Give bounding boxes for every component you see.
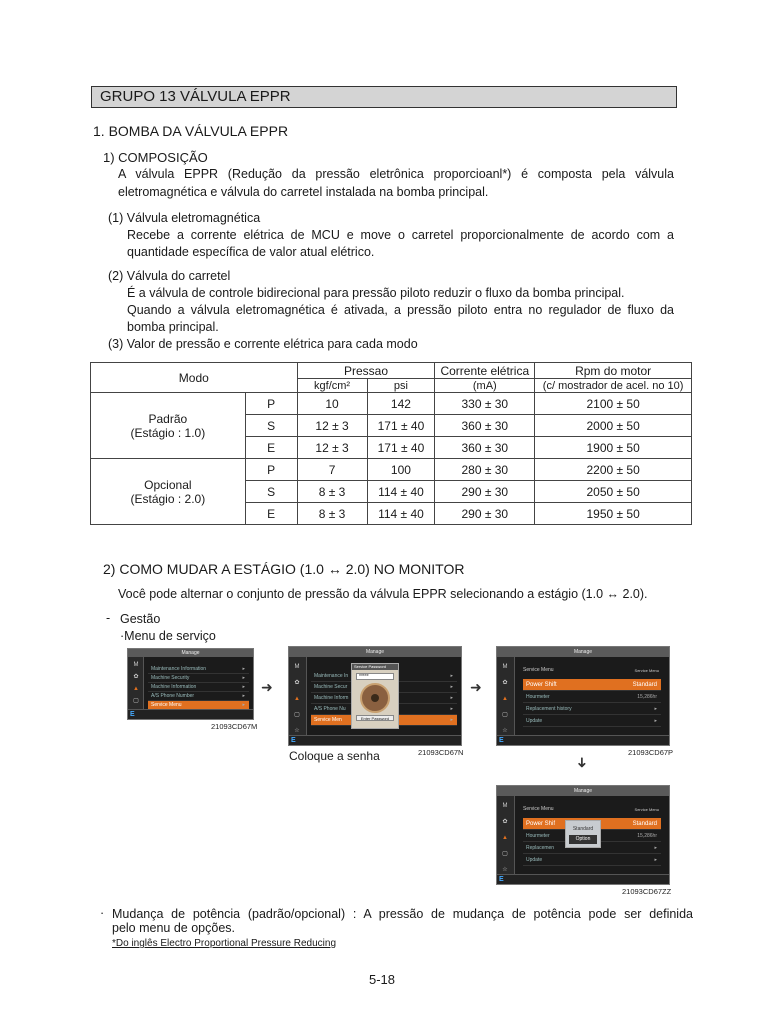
- keypad-dial-icon[interactable]: [360, 683, 390, 713]
- screen-2: [288, 646, 462, 746]
- menu-item-selected[interactable]: Service Men ▸: [311, 715, 457, 726]
- screen-sidebar: [289, 657, 307, 745]
- password-caption: Coloque a senha: [289, 749, 380, 763]
- star-icon: ☆: [502, 728, 508, 734]
- item1-heading: (1) Válvula eletromagnética: [108, 211, 261, 225]
- screen-title: Manage: [289, 647, 461, 657]
- e-mode-label: E: [130, 711, 135, 718]
- col-current-unit: (mA): [435, 379, 535, 393]
- menu-item-power-shift[interactable]: Power Shift Standard: [523, 679, 661, 691]
- menu-item-selected[interactable]: Service Menu ▸: [148, 701, 249, 710]
- password-field[interactable]: *****: [356, 673, 394, 680]
- bullet-menu-servico: ·Menu de serviço: [120, 629, 216, 643]
- screen-3: [496, 646, 670, 746]
- service-menu-tag: Service Menu: [634, 668, 659, 673]
- wrench-icon: ▲: [133, 686, 139, 692]
- menu-item[interactable]: Maintenance Information ▸: [148, 665, 249, 674]
- item2-line2: Quando a válvula eletromagnética é ativada, a pressão piloto entra no regulador de fluxo da: [127, 303, 674, 317]
- e-mode-label: E: [499, 737, 504, 744]
- col-rpm-sub: (c/ mostrador de acel. no 10): [535, 379, 692, 393]
- screen-title: Manage: [497, 786, 669, 796]
- arrow-down-icon: ➜: [574, 756, 591, 769]
- m-icon: M: [502, 803, 508, 809]
- screen-bottombar: [497, 874, 669, 884]
- menu-item[interactable]: Hourmeter 15,286hr: [523, 830, 661, 842]
- menu-item[interactable]: Hourmeter 15,286hr: [523, 691, 661, 703]
- item2-heading: (2) Válvula do carretel: [108, 269, 231, 283]
- col-current: Corrente elétrica: [435, 363, 535, 379]
- service-menu-header: Service Menu: [523, 667, 554, 673]
- composition-line1: A válvula EPPR (Redução da pressão eletrônica proporcioanl*) é composta pela válvula: [118, 167, 674, 181]
- screen-sidebar: [497, 796, 515, 884]
- screen-title: Manage: [128, 649, 253, 657]
- wrench-icon: ▲: [502, 835, 508, 841]
- section-title: 1. BOMBA DA VÁLVULA EPPR: [93, 123, 289, 139]
- fig-caption-3: 21093CD67P: [628, 748, 674, 757]
- table-row: S 12 ± 3 171 ± 40 360 ± 30 2000 ± 50: [91, 415, 692, 437]
- fig-caption-1: 21093CD67M: [211, 722, 258, 731]
- gear-icon: ✿: [133, 674, 139, 680]
- m-icon: M: [502, 664, 508, 670]
- service-menu-header: Service Menu: [523, 806, 554, 812]
- table-row: E 12 ± 3 171 ± 40 360 ± 30 1900 ± 50: [91, 437, 692, 459]
- screen-1: [127, 648, 254, 720]
- menu-item[interactable]: Maintenance In ▸: [311, 671, 457, 682]
- screen-bottombar: [497, 735, 669, 745]
- gear-icon: ✿: [294, 680, 300, 686]
- page-number: 5-18: [369, 972, 396, 987]
- menu-item-power-shift[interactable]: Power Shif Standard: [523, 818, 661, 830]
- note-line1: Mudança de potência (padrão/opcional) : A pressão de mudança de potência pode ser definida: [112, 907, 693, 921]
- screen-4: [496, 785, 670, 885]
- arrow-right-icon: ➜: [261, 679, 273, 695]
- group-title: GRUPO 13 VÁLVULA EPPR: [100, 88, 291, 105]
- col-pressure: Pressao: [297, 363, 435, 379]
- composition-line2: eletromagnética e válvula do carretel instalada na bomba principal.: [118, 185, 489, 199]
- m-icon: M: [294, 664, 300, 670]
- table-row: E 8 ± 3 114 ± 40 290 ± 30 1950 ± 50: [91, 503, 692, 525]
- menu-item[interactable]: Replacemen ▸: [523, 842, 661, 854]
- screen-bottombar: [289, 735, 461, 745]
- bullet-gestao: Gestão: [120, 612, 161, 626]
- star-icon: ☆: [294, 728, 300, 734]
- popup-title: Service Password: [352, 664, 398, 670]
- pressure-table: [90, 362, 692, 525]
- enter-password-button[interactable]: Enter Password: [356, 715, 394, 721]
- gear-icon: ✿: [502, 680, 508, 686]
- display-icon: ▢: [502, 712, 508, 718]
- fig-caption-4: 21093CD67ZZ: [622, 887, 672, 896]
- gear-icon: ✿: [502, 819, 508, 825]
- menu-item[interactable]: Replacement history ▸: [523, 703, 661, 715]
- table-row: S 8 ± 3 114 ± 40 290 ± 30 2050 ± 50: [91, 481, 692, 503]
- screen-bottombar: [128, 709, 253, 719]
- menu-item[interactable]: Machine Security ▸: [148, 674, 249, 683]
- change-stage-heading: 2) COMO MUDAR A ESTÁGIO (1.0 ↔ 2.0) NO MONITOR: [103, 561, 465, 577]
- display-icon: ▢: [133, 698, 139, 704]
- service-menu-tag: Service Menu: [634, 807, 659, 812]
- col-mode: Modo: [91, 363, 298, 393]
- composition-heading: 1) COMPOSIÇÃO: [103, 150, 208, 165]
- fig-caption-2: 21093CD67N: [418, 748, 464, 757]
- bullet-dot: ·: [100, 906, 105, 920]
- menu-item[interactable]: Machine Inform ▸: [311, 693, 457, 704]
- bullet-dash: -: [106, 611, 111, 625]
- group-cell: Opcional (Estágio : 2.0): [91, 459, 246, 525]
- col-psi: psi: [367, 379, 435, 393]
- menu-item[interactable]: A/S Phone Number ▸: [148, 692, 249, 701]
- display-icon: ▢: [294, 712, 300, 718]
- col-kgf: kgf/cm²: [297, 379, 367, 393]
- group-cell: Padrão (Estágio : 1.0): [91, 393, 246, 459]
- option-option[interactable]: Option: [569, 835, 597, 844]
- menu-item[interactable]: Update ▸: [523, 854, 661, 866]
- note-line2: pelo menu de opções.: [112, 921, 236, 935]
- screen-sidebar: [497, 657, 515, 745]
- wrench-icon: ▲: [294, 696, 300, 702]
- menu-item[interactable]: A/S Phone Nu ▸: [311, 704, 457, 715]
- m-icon: M: [133, 662, 139, 668]
- option-popup: [565, 820, 601, 848]
- wrench-icon: ▲: [502, 696, 508, 702]
- item1-line1: Recebe a corrente elétrica de MCU e move o carretel proporcionalmente de acordo com a: [127, 228, 674, 242]
- item2-line1: É a válvula de controle bidirecional para pressão piloto reduzir o fluxo da bomba principal.: [127, 286, 625, 300]
- item2-line3: bomba principal.: [127, 320, 219, 334]
- display-icon: ▢: [502, 851, 508, 857]
- menu-item[interactable]: Machine Information ▸: [148, 683, 249, 692]
- footnote: *Do inglês Electro Proportional Pressure Reducing: [112, 938, 337, 949]
- screen-title: Manage: [497, 647, 669, 657]
- col-rpm: Rpm do motor: [535, 363, 692, 379]
- group-header: [91, 86, 677, 108]
- table-row: Opcional (Estágio : 2.0) P 7 100 280 ± 30 2200 ± 50: [91, 459, 692, 481]
- arrow-right-icon: ➜: [470, 679, 482, 695]
- menu-item[interactable]: Machine Secur ▸: [311, 682, 457, 693]
- change-stage-intro: Você pode alternar o conjunto de pressão da válvula EPPR selecionando a estágio (1.0 ↔ 2.0).: [118, 587, 648, 601]
- menu-item[interactable]: Update ▸: [523, 715, 661, 727]
- e-mode-label: E: [499, 876, 504, 883]
- password-popup: [351, 663, 399, 729]
- table-row: Padrão (Estágio : 1.0) P 10 142 330 ± 30 2100 ± 50: [91, 393, 692, 415]
- item3-heading: (3) Valor de pressão e corrente elétrica para cada modo: [108, 337, 418, 351]
- item1-line2: quantidade específica de valor atual elétrico.: [127, 245, 375, 259]
- e-mode-label: E: [291, 737, 296, 744]
- option-standard[interactable]: Standard: [572, 826, 594, 832]
- star-icon: ☆: [502, 867, 508, 873]
